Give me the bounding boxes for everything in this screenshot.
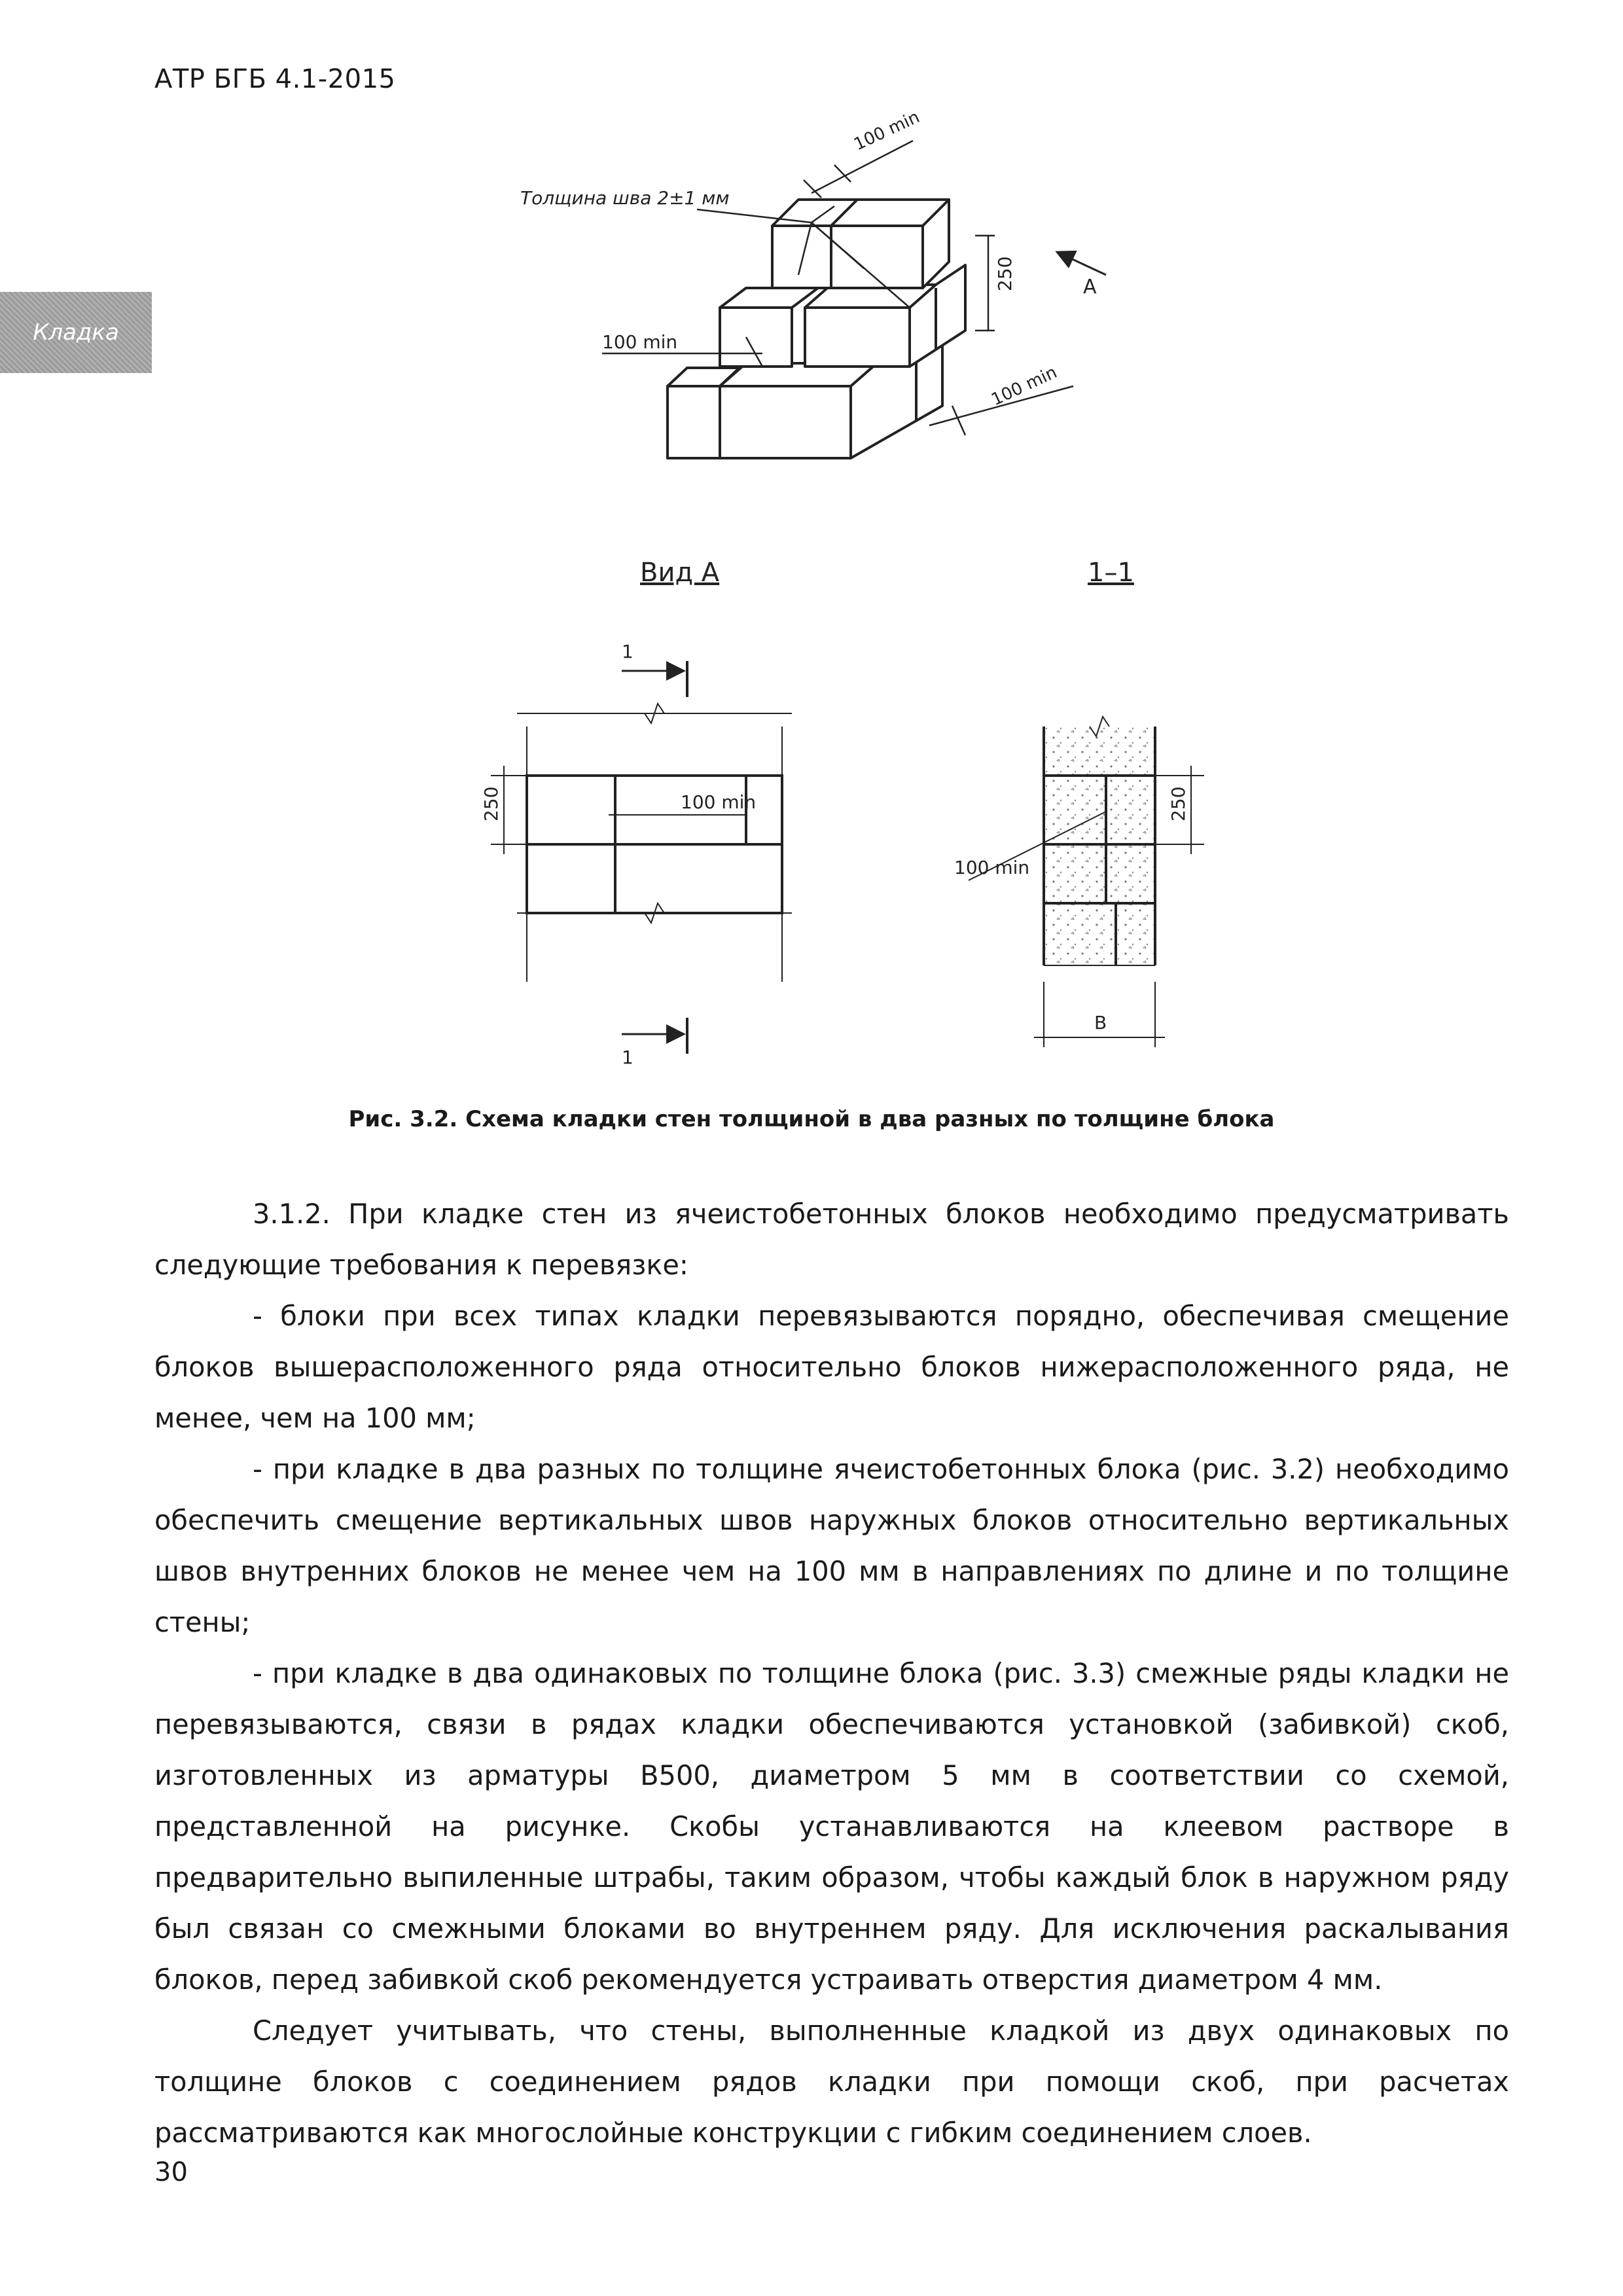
section-tab-label: Кладка bbox=[33, 319, 119, 346]
seam-thickness-label: Толщина шва 2±1 мм bbox=[520, 187, 730, 209]
iso-dim-bottom: 100 min bbox=[988, 362, 1060, 410]
section-dim-height: 250 bbox=[1168, 786, 1189, 821]
page-number: 30 bbox=[154, 2157, 188, 2187]
iso-view-letter: А bbox=[1083, 276, 1097, 298]
paragraph: - при кладке в два одинаковых по толщине блока (рис. 3.3) смежные ряды кладки не перевязываются, связи в рядах кладки обеспечиваются установкой (забивкой) скоб, изготовленных из арматуры В500, диаметром 5 мм в соответствии со схемой, представленной на рисунке. Скобы устанавливаются на клеевом растворе в предварительно выпиленные штрабы, таким образом, чтобы каждый блок в наружном ряду был связан со смежными блоками во внутреннем ряду. Для исключения раскалывания блоков, перед забивкой скоб рекомендуется устраивать отверстия диаметром 4 мм. bbox=[154, 1657, 1509, 1996]
view-a-arrow bbox=[1057, 252, 1106, 275]
paragraph: - блоки при всех типах кладки перевязываются порядно, обеспечивая смещение блоков вышерасположенного ряда относительно блоков нижерасположенного ряда, не менее, чем на 100 мм; bbox=[154, 1300, 1509, 1434]
section-dim-width: B bbox=[1094, 1012, 1107, 1033]
view-a-section-top: 1 bbox=[622, 641, 633, 662]
view-a-drawing bbox=[491, 661, 792, 1054]
paragraph: - при кладке в два разных по толщине ячеистобетонных блока (рис. 3.2) необходимо обеспечить смещение вертикальных швов наружных блоков относительно вертикальных швов внутренних блоков не менее чем на 100 мм в направлениях по длине и по толщине стены; bbox=[154, 1453, 1509, 1638]
paragraph: Следует учитывать, что стены, выполненные кладкой из двух одинаковых по толщине блоков с соединением рядов кладки при помощи скоб, при расчетах рассматриваются как многослойные конструкции с гибким соединением слоев. bbox=[154, 2015, 1509, 2149]
view-a-title: Вид А bbox=[640, 558, 720, 588]
section-title: 1–1 bbox=[1088, 558, 1134, 588]
view-a-dim-height: 250 bbox=[480, 786, 502, 821]
body-text bbox=[154, 1189, 1509, 2159]
view-a-dim-offset: 100 min bbox=[681, 791, 757, 813]
figure-caption: Рис. 3.2. Схема кладки стен толщиной в два разных по толщине блока bbox=[348, 1106, 1275, 1132]
iso-dim-top: 100 min bbox=[851, 107, 923, 155]
paragraph: 3.1.2. При кладке стен из ячеистобетонных блоков необходимо предусматривать следующие требования к перевязке: bbox=[154, 1198, 1509, 1281]
view-a-section-bottom: 1 bbox=[622, 1047, 633, 1068]
iso-dim-left: 100 min bbox=[602, 331, 678, 353]
isometric-masonry bbox=[668, 200, 965, 458]
document-code: АТР БГБ 4.1-2015 bbox=[154, 64, 396, 94]
section-dim-offset: 100 min bbox=[954, 857, 1030, 878]
iso-dim-height: 250 bbox=[994, 256, 1016, 291]
section-drawing bbox=[969, 717, 1204, 1047]
